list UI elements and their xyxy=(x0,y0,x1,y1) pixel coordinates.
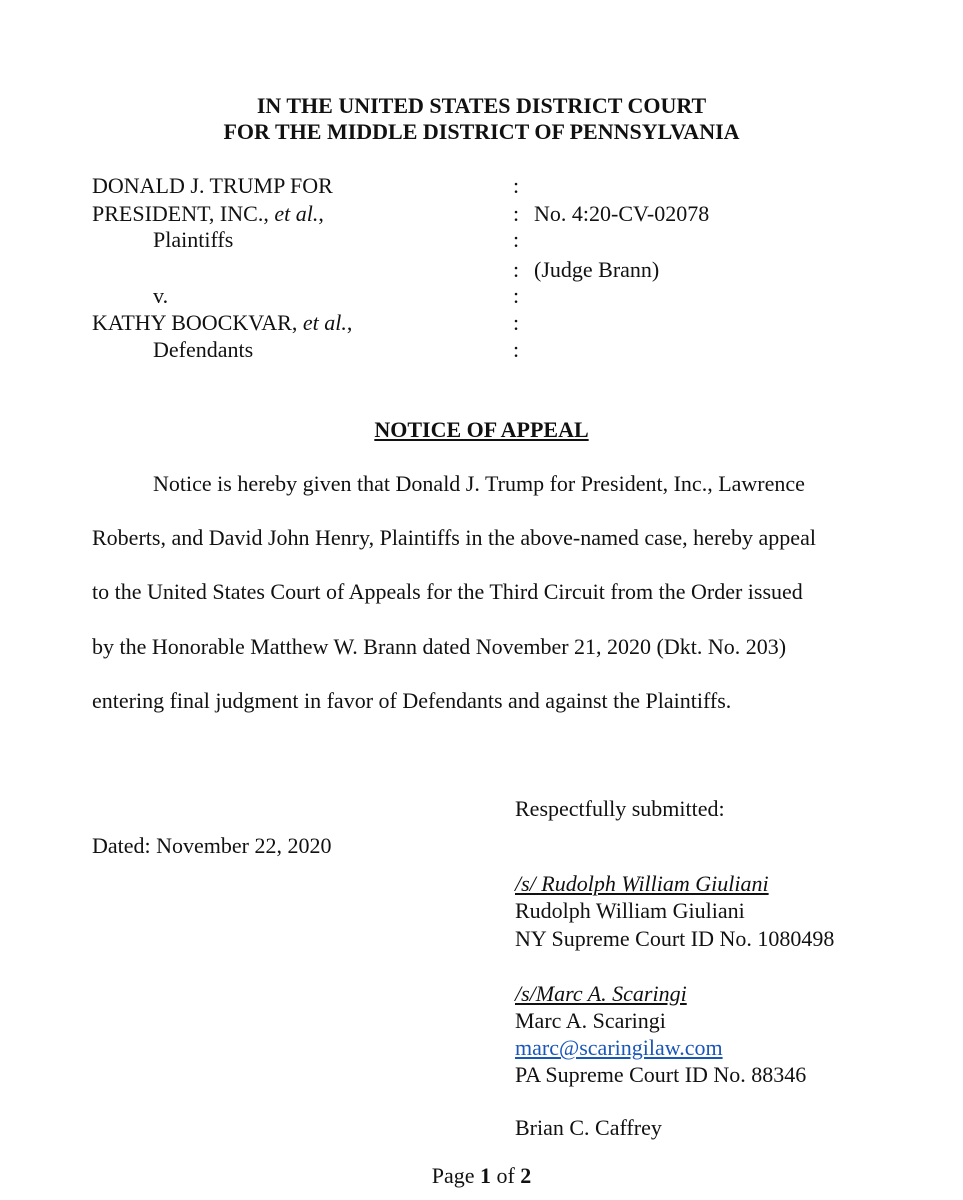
court-name-line1: IN THE UNITED STATES DISTRICT COURT xyxy=(256,93,707,118)
versus: v. xyxy=(153,283,169,308)
court-name-line2: FOR THE MIDDLE DISTRICT OF PENNSYLVANIA xyxy=(223,119,740,144)
defendant-role: Defendants xyxy=(153,337,254,362)
document-title: NOTICE OF APPEAL xyxy=(374,417,589,442)
respectfully-submitted: Respectfully submitted: xyxy=(515,796,725,821)
caption-colon: : xyxy=(513,257,520,282)
signature-giuliani: /s/ Rudolph William Giuliani xyxy=(515,871,769,896)
page-of: of xyxy=(490,1163,521,1188)
plaintiff-role: Plaintiffs xyxy=(153,227,234,252)
plaintiff-name-text: PRESIDENT, INC., xyxy=(92,201,275,226)
plaintiff-etal: et al. xyxy=(274,201,319,226)
judge-name: (Judge Brann) xyxy=(534,257,660,282)
plaintiff-name-line1: DONALD J. TRUMP FOR xyxy=(92,173,333,198)
caption-colon: : xyxy=(513,227,520,252)
caption-colon: : xyxy=(513,201,520,226)
body-line: entering final judgment in favor of Defendants and against the Plaintiffs. xyxy=(92,688,732,713)
body-line: by the Honorable Matthew W. Brann dated November 21, 2020 (Dkt. No. 203) xyxy=(92,634,787,659)
page-number xyxy=(0,1162,963,1189)
plaintiff-comma: , xyxy=(318,201,324,226)
caption-colon: : xyxy=(513,283,520,308)
signer-name: Brian C. Caffrey xyxy=(515,1115,662,1140)
defendant-comma: , xyxy=(346,310,353,335)
signer-bar-id: PA Supreme Court ID No. 88346 xyxy=(515,1062,807,1087)
signer-name: Marc A. Scaringi xyxy=(515,1008,666,1033)
page-label: Page xyxy=(431,1163,480,1188)
caption-colon: : xyxy=(513,310,520,335)
body-line: Roberts, and David John Henry, Plaintiffs in the above-named case, hereby appeal xyxy=(92,525,816,550)
plaintiff-name-line2 xyxy=(92,200,324,227)
defendant-name-text: KATHY BOOCKVAR, xyxy=(92,310,303,335)
case-number: No. 4:20-CV-02078 xyxy=(534,201,710,226)
signature-scaringi: /s/Marc A. Scaringi xyxy=(515,981,687,1006)
defendant-etal: et al. xyxy=(302,310,347,335)
dated-line: Dated: November 22, 2020 xyxy=(92,833,332,858)
body-line: to the United States Court of Appeals for the Third Circuit from the Order issued xyxy=(92,579,803,604)
page-current: 1 xyxy=(479,1163,491,1188)
caption-colon: : xyxy=(513,173,520,198)
signer-bar-id: NY Supreme Court ID No. 1080498 xyxy=(515,926,835,951)
body-line: Notice is hereby given that Donald J. Trump for President, Inc., Lawrence xyxy=(153,471,805,496)
signer-email-link[interactable]: marc@scaringilaw.com xyxy=(515,1035,723,1060)
page-total: 2 xyxy=(520,1163,532,1188)
caption-colon: : xyxy=(513,337,520,362)
signer-name: Rudolph William Giuliani xyxy=(515,898,745,923)
defendant-name xyxy=(92,309,352,336)
